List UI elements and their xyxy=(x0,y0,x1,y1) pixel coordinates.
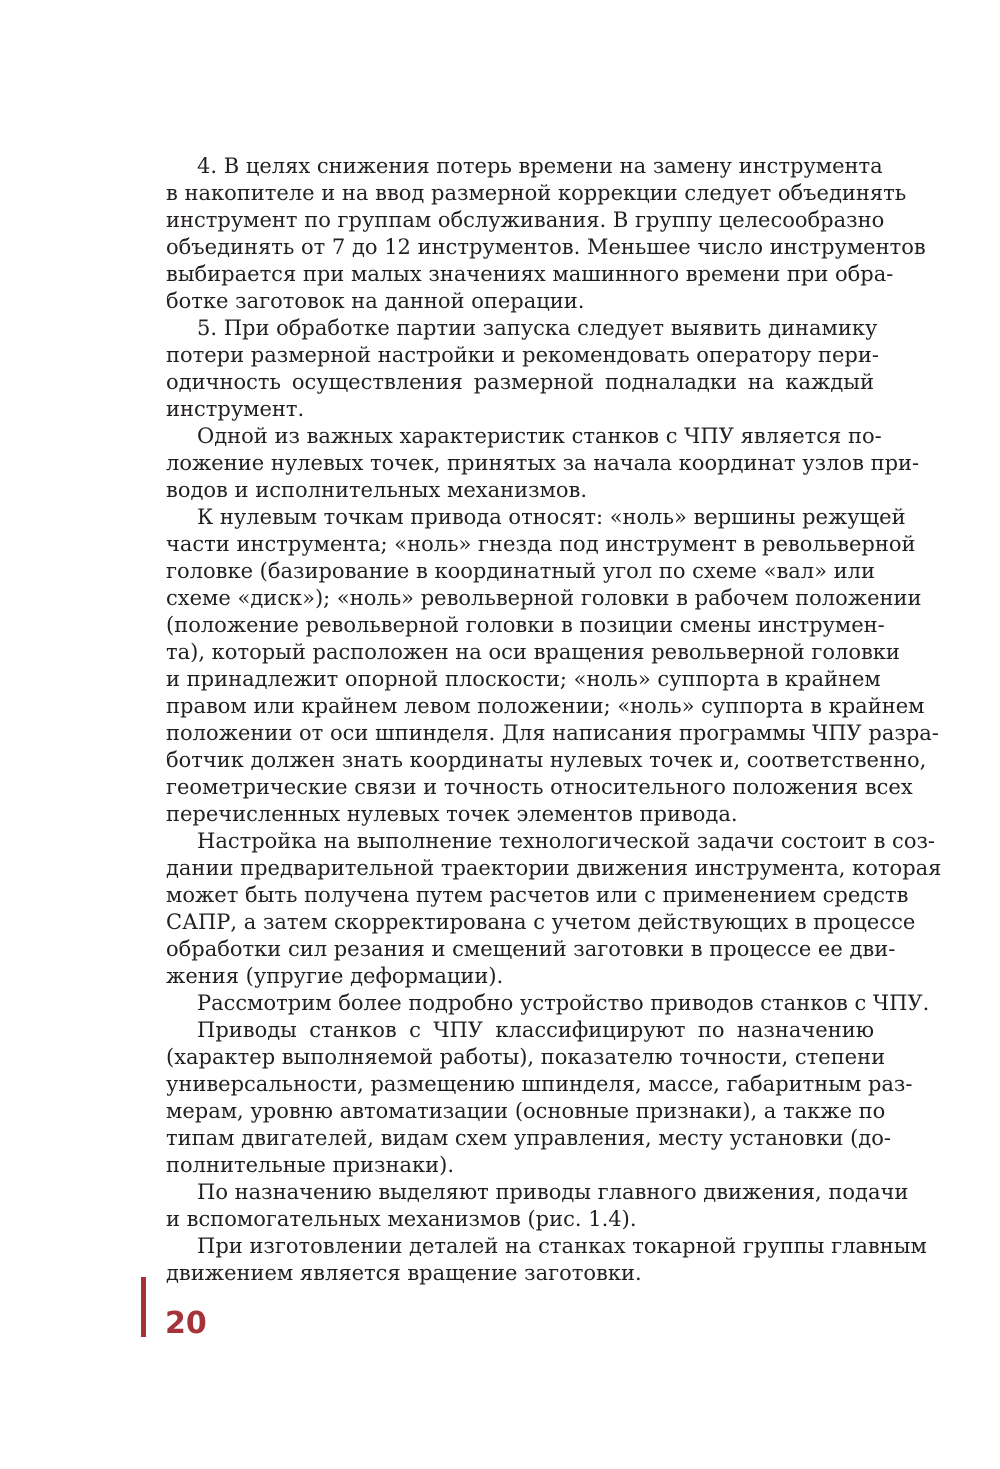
page-number-marker-bar xyxy=(141,1277,146,1337)
text-line: в накопителе и на ввод размерной коррекции следует объединять xyxy=(166,181,907,205)
paragraph xyxy=(166,1233,927,1287)
text-line: типам двигателей, видам схем управления, месту установки (до- xyxy=(166,1126,891,1150)
paragraph xyxy=(166,153,926,315)
text-line: правом или крайнем левом положении; «ноль» суппорта в крайнем xyxy=(166,694,925,718)
text-line: движением является вращение заготовки. xyxy=(166,1261,642,1285)
text-line: (положение револьверной головки в позиции смены инструмен- xyxy=(166,613,885,637)
text-line: ложение нулевых точек, принятых за начала координат узлов при- xyxy=(166,451,920,475)
paragraph xyxy=(166,990,930,1017)
page-number: 20 xyxy=(165,1306,207,1341)
text-line: дании предварительной траектории движения инструмента, которая xyxy=(166,856,942,880)
text-line: Приводы станков с ЧПУ классифицируют по назначению xyxy=(197,1018,874,1042)
text-line: водов и исполнительных механизмов. xyxy=(166,478,588,502)
text-line: положении от оси шпинделя. Для написания программы ЧПУ разра- xyxy=(166,721,939,745)
text-line: потери размерной настройки и рекомендовать оператору пери- xyxy=(166,343,879,367)
text-line: ботчик должен знать координаты нулевых точек и, соответственно, xyxy=(166,748,927,772)
text-line: полнительные признаки). xyxy=(166,1153,455,1177)
text-line: та), который расположен на оси вращения револьверной головки xyxy=(166,640,900,664)
text-line: перечисленных нулевых точек элементов привода. xyxy=(166,802,738,826)
text-line: универсальности, размещению шпинделя, массе, габаритным раз- xyxy=(166,1072,913,1096)
text-line: геометрические связи и точность относительного положения всех xyxy=(166,775,913,799)
text-line: выбирается при малых значениях машинного времени при обра- xyxy=(166,262,894,286)
paragraph xyxy=(166,1017,913,1179)
text-line: схеме «диск»); «ноль» револьверной головки в рабочем положении xyxy=(166,586,922,610)
text-line: (характер выполняемой работы), показателю точности, степени xyxy=(166,1045,886,1069)
paragraph xyxy=(166,504,939,828)
text-line: САПР, а затем скорректирована с учетом действующих в процессе xyxy=(166,910,916,934)
text-line: инструмент. xyxy=(166,397,305,421)
text-line: может быть получена путем расчетов или с применением средств xyxy=(166,883,909,907)
paragraph xyxy=(166,315,879,423)
text-line: По назначению выделяют приводы главного движения, подачи xyxy=(197,1180,909,1204)
text-line: Рассмотрим более подробно устройство приводов станков с ЧПУ. xyxy=(197,991,930,1015)
text-line: 5. При обработке партии запуска следует выявить динамику xyxy=(197,316,878,340)
text-line: Одной из важных характеристик станков с ЧПУ является по- xyxy=(197,424,882,448)
text-line: головке (базирование в координатный угол по схеме «вал» или xyxy=(166,559,875,583)
text-line: и вспомогательных механизмов (рис. 1.4). xyxy=(166,1207,637,1231)
body-text xyxy=(166,153,942,1287)
text-line: мерам, уровню автоматизации (основные признаки), а также по xyxy=(166,1099,886,1123)
paragraph xyxy=(166,828,942,990)
text-line: 4. В целях снижения потерь времени на замену инструмента xyxy=(197,154,883,178)
text-line: объединять от 7 до 12 инструментов. Меньшее число инструментов xyxy=(166,235,926,259)
text-line: обработки сил резания и смещений заготовки в процессе ее дви- xyxy=(166,937,896,961)
text-line: При изготовлении деталей на станках токарной группы главным xyxy=(197,1234,927,1258)
paragraph xyxy=(166,423,920,504)
text-line: части инструмента; «ноль» гнезда под инструмент в револьверной xyxy=(166,532,916,556)
paragraph xyxy=(166,1179,909,1233)
text-line: жения (упругие деформации). xyxy=(166,964,504,988)
text-line: ботке заготовок на данной операции. xyxy=(166,289,585,313)
text-line: и принадлежит опорной плоскости; «ноль» суппорта в крайнем xyxy=(166,667,881,691)
text-line: Настройка на выполнение технологической задачи состоит в соз- xyxy=(197,829,936,853)
text-line: инструмент по группам обслуживания. В группу целесообразно xyxy=(166,208,885,232)
text-line: К нулевым точкам привода относят: «ноль» вершины режущей xyxy=(197,505,906,529)
text-line: одичность осуществления размерной подналадки на каждый xyxy=(166,370,874,394)
